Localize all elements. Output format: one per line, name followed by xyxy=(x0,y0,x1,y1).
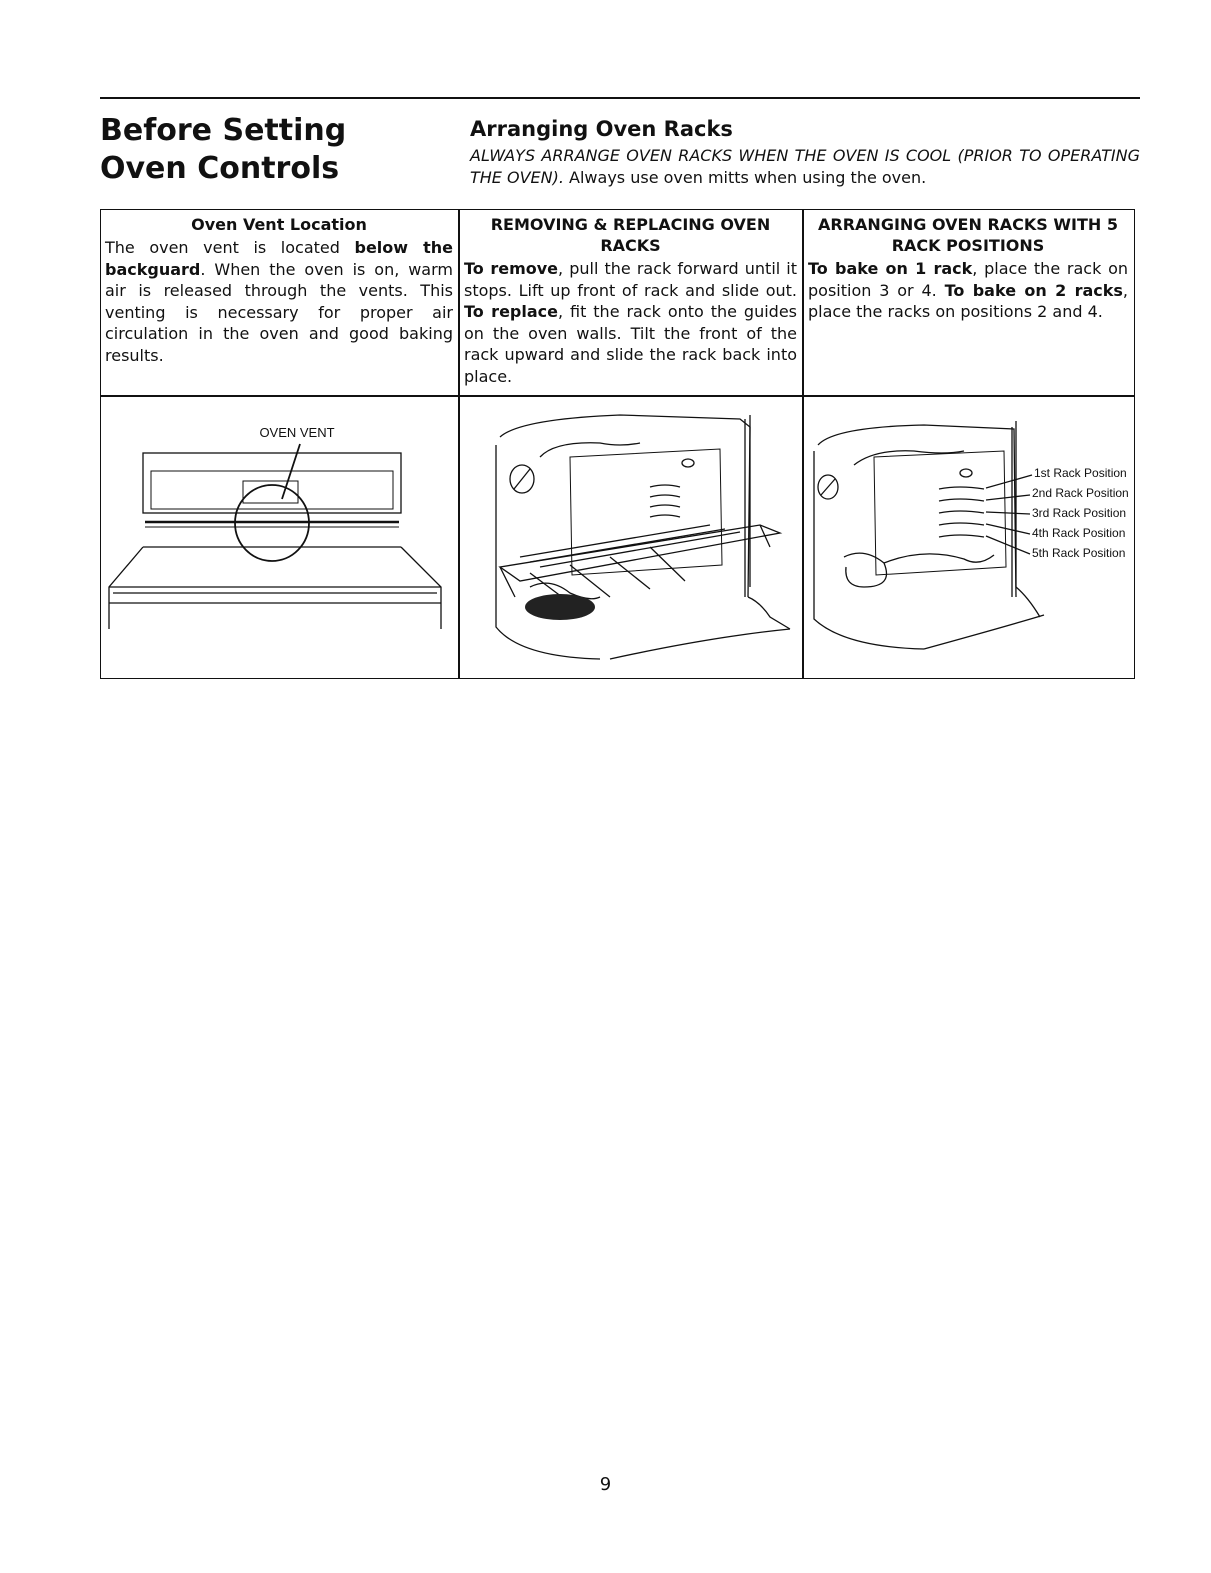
section-title: Arranging Oven Racks xyxy=(470,117,733,141)
removing-heading xyxy=(464,214,797,256)
removing-text-cell xyxy=(460,210,803,395)
arranging-text: , place the rack on position 3 or 4. xyxy=(808,259,1128,300)
arranging-bold-text: To bake on 1 rack xyxy=(808,259,973,278)
vent-figure-label: OVEN VENT xyxy=(259,425,335,440)
section-header xyxy=(470,116,1140,189)
removing-bold-text: To remove xyxy=(464,259,559,278)
removing-heading-text: REMOVING & REPLACING OVEN RACKS xyxy=(490,215,771,255)
backguard-panel xyxy=(143,453,401,513)
range-top-illustration xyxy=(101,397,457,678)
vent-heading: Oven Vent Location xyxy=(191,215,367,234)
rack-position-label: 3rd Rack Position xyxy=(1032,506,1127,520)
vent-text: . When the oven is on, warm air is released through the vents. This venting is necessary for proper air circulation in the oven and good baking results. xyxy=(105,259,453,365)
arranging-heading: ARRANGING OVEN RACKS WITH 5 RACK POSITIONS xyxy=(818,215,1118,255)
rack-positions-figure xyxy=(804,397,1134,678)
removing-text: , pull the rack forward until it stops. Lift up front of rack and slide out. xyxy=(464,259,798,300)
rack-positions-illustration xyxy=(804,397,1134,678)
top-rule xyxy=(100,97,1140,99)
oven-cavity-illustration xyxy=(460,397,802,678)
rack-position-label: 1st Rack Position xyxy=(1034,466,1127,480)
arranging-bold-text: To bake on 2 racks xyxy=(944,280,1123,300)
page-number: 9 xyxy=(599,1474,612,1495)
rack-position-label: 2nd Rack Position xyxy=(1032,486,1129,500)
remove-rack-figure xyxy=(460,397,803,678)
arranging-body xyxy=(808,258,1128,323)
removing-text: , fit the rack onto the guides on the oven walls. Tilt the front of the rack upward and slide the rack back into place. xyxy=(464,302,797,386)
burner-element xyxy=(525,594,595,620)
vent-text-cell xyxy=(101,210,459,395)
vent-body xyxy=(105,237,453,366)
intro-warning: ALWAYS ARRANGE OVEN RACKS WHEN THE OVEN IS COOL (PRIOR TO OPERATING THE OVEN). xyxy=(470,146,1140,187)
info-table xyxy=(100,209,1135,679)
vent-text: The oven vent is located xyxy=(105,238,355,257)
removing-bold-text: To replace xyxy=(464,302,558,321)
intro-rest: Always use oven mitts when using the oven. xyxy=(563,168,927,187)
section-intro xyxy=(470,145,1140,189)
rack-position-label: 5th Rack Position xyxy=(1032,546,1126,560)
arranging-text: , place the racks on positions 2 and 4. xyxy=(808,280,1128,321)
rack-position-label: 4th Rack Position xyxy=(1032,526,1126,540)
arranging-text-cell xyxy=(804,210,1134,395)
vent-bold-text: below the backguard xyxy=(105,238,453,279)
oven-vent-figure xyxy=(101,397,459,678)
page-title: Before Setting Oven Controls xyxy=(100,113,347,186)
svg-text:1st Rack Position 2nd xyxy=(1032,466,1132,560)
removing-body xyxy=(464,258,797,387)
